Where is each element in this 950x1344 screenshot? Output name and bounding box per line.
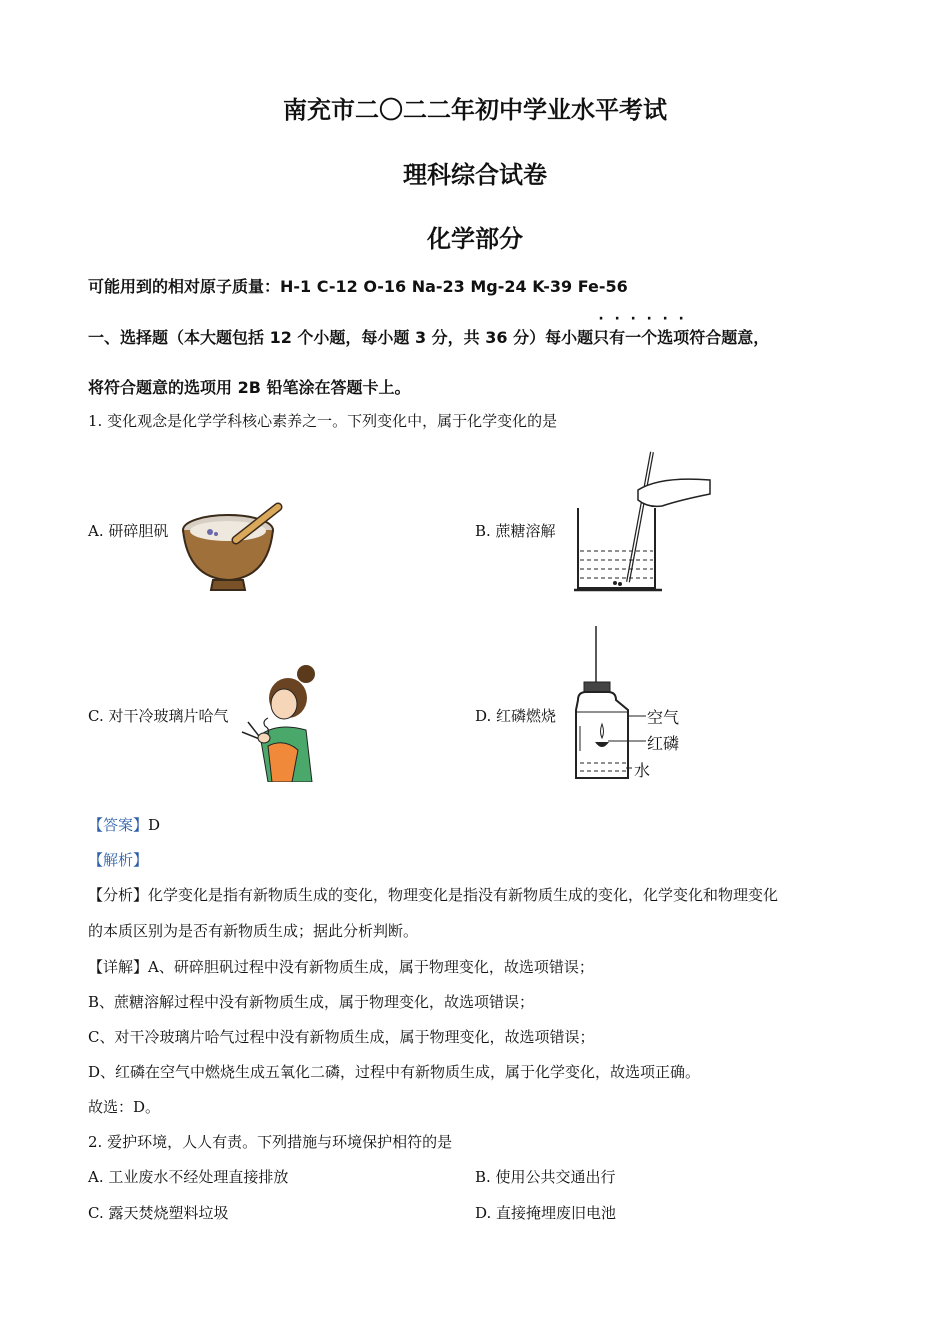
exam-title: 南充市二〇二二年初中学业水平考试 xyxy=(283,96,667,124)
detail-line-d: D、红磷在空气中燃烧生成五氧化二磷，过程中有新物质生成，属于化学变化，故选项正确。 xyxy=(88,1063,701,1081)
q2-option-b: B. 使用公共交通出行 xyxy=(475,1168,616,1186)
beaker-stirring-figure xyxy=(570,448,715,596)
q1-option-c: C. 对干冷玻璃片哈气 xyxy=(88,707,229,725)
emph-char: 个 xyxy=(641,328,658,347)
section-heading-line2: 将符合题意的选项用 2B 铅笔涂在答题卡上。 xyxy=(88,378,411,397)
section-heading-post: 符合题意， xyxy=(689,328,770,347)
emph-char: 有 xyxy=(609,328,626,347)
fig-d-label-air: 空气 xyxy=(647,708,680,727)
q1-option-a: A. 研碎胆矾 xyxy=(88,522,169,540)
q2-stem: 2. 爱护环境，人人有责。下列措施与环境保护相符的是 xyxy=(88,1133,453,1151)
emphasis-text xyxy=(593,328,689,347)
q1-stem: 1. 变化观念是化学学科核心素养之一。下列变化中，属于化学变化的是 xyxy=(88,412,558,430)
detail-line-a xyxy=(88,956,594,977)
fenxi-tag: 【分析】 xyxy=(88,886,149,904)
detail-tag: 【详解】 xyxy=(88,958,149,976)
fig-d-label-water: 水 xyxy=(634,761,651,780)
section-subject-title: 化学部分 xyxy=(427,225,523,253)
detail-line-c: C、对干冷玻璃片哈气过程中没有新物质生成，属于物理变化，故选项错误； xyxy=(88,1028,595,1046)
emph-char: 项 xyxy=(673,328,690,347)
paper-subtitle: 理科综合试卷 xyxy=(403,161,547,189)
fenxi-text1: 化学变化是指有新物质生成的变化，物理变化是指没有新物质生成的变化，化学变化和物理变化 xyxy=(148,886,779,904)
section-heading-line1 xyxy=(88,325,769,348)
q1-answer xyxy=(88,814,160,835)
detail-a-text: A、研碎胆矾过程中没有新物质生成，属于物理变化，故选项错误； xyxy=(148,958,594,976)
emph-char: 只 xyxy=(593,328,610,347)
mortar-pestle-figure xyxy=(178,500,288,595)
fig-d-label-phosphorus: 红磷 xyxy=(647,734,680,753)
q1-option-d: D. 红磷燃烧 xyxy=(475,707,557,725)
section-heading-pre: 一、选择题（本大题包括 12 个小题，每小题 3 分，共 36 分）每小题 xyxy=(88,328,594,347)
q2-option-d: D. 直接掩埋废旧电池 xyxy=(475,1204,617,1222)
emph-char: 选 xyxy=(657,328,674,347)
answer-tag: 【答案】 xyxy=(88,816,149,834)
q1-option-b: B. 蔗糖溶解 xyxy=(475,522,556,540)
fenxi-line1 xyxy=(88,884,778,905)
q2-option-a: A. 工业废水不经处理直接排放 xyxy=(88,1168,289,1186)
emph-char: 一 xyxy=(625,328,642,347)
girl-breathing-figure xyxy=(238,660,326,782)
analysis-tag: 【解析】 xyxy=(88,851,149,869)
fenxi-line2: 的本质区别为是否有新物质生成；据此分析判断。 xyxy=(88,922,419,940)
q2-option-c: C. 露天焚烧塑料垃圾 xyxy=(88,1204,229,1222)
detail-line-b: B、蔗糖溶解过程中没有新物质生成，属于物理变化，故选项错误； xyxy=(88,993,535,1011)
answer-value: D xyxy=(148,816,161,834)
atomic-masses: 可能用到的相对原子质量：H-1 C-12 O-16 Na-23 Mg-24 K-39 Fe-56 xyxy=(88,277,628,296)
conclusion: 故选：D。 xyxy=(88,1098,161,1116)
red-phosphorus-jar-figure xyxy=(570,626,690,782)
